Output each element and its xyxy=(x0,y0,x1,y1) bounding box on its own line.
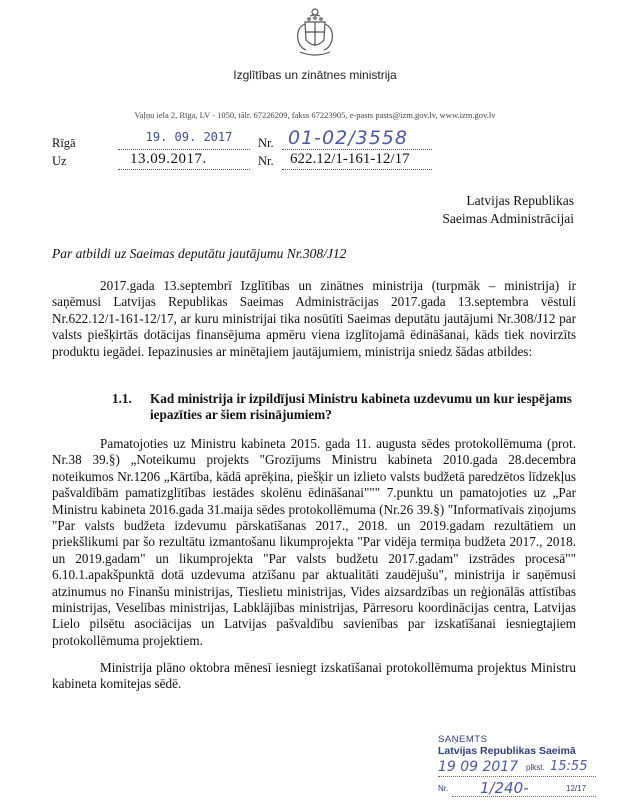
place-label: Rīgā xyxy=(52,136,76,150)
ref-nr-label: Nr. xyxy=(258,154,274,168)
received-date-dotline xyxy=(438,776,596,777)
recipient-block xyxy=(442,192,574,228)
received-number: 1/240- xyxy=(480,779,529,797)
received-nr-label: Nr. xyxy=(438,784,449,793)
received-stamp-org: Latvijas Republikas Saeimā xyxy=(438,745,576,757)
letter-subject: Par atbildi uz Saeimas deputātu jautājumu Nr.308/J12 xyxy=(52,246,347,261)
body-paragraph-2: Pamatojoties uz Ministru kabineta 2015. gada 11. augusta sēdes protokollēmuma (prot. Nr.38 39.§) „Noteikumu projekts "Grozījums Ministru kabineta 2010.gada 28.decembra noteikumos Nr.1206 „Kārtība, kādā aprēķina, piešķir un izlieto valsts budžetā paredzētos līdzekļus pašvaldībām pamatizglītības iestādes skolēnu ēdināšanai""" 7.punktu un pamatojoties uz „Par Ministru kabineta 2016.gada 31.maija sēdes protokollēmuma (Nr.26 39.§) "Informatīvais ziņojums "Par valsts budžeta izdevumu pārskatīšanas 2017., 2018. un 2019.gadam rezultātiem un priekšlikumi par šo rezultātu izmantošanu likumprojekta "Par vidēja termiņa budžeta 2017., 2018. un 2019.gadam" un likumprojekta "Par valsts budžetu 2017.gadam" izstrādes procesā"" 6.10.1.apakšpunktā dotā uzdevuma atzīšanu par aktualitāti zaudējušu", ministrija ir saņēmusi atzinumus no Finanšu ministrijas, Tieslietu ministrijas, Vides aizsardzības un reģionālās attīstības ministrijas, Veselības ministrijas, Labklājības ministrijas, Pārresoru koordinācijas centra, Latvijas Lielo pilsētu asociācijas un Latvijas pašvaldību savienības par izskatīšanai iesniegtajiem protokollēmuma projektiem. xyxy=(52,436,576,648)
nr-label: Nr. xyxy=(258,136,274,150)
nr-dotline xyxy=(282,149,432,150)
ref-date: 13.09.2017. xyxy=(130,151,207,167)
doc-number: 01-02/3558 xyxy=(288,127,408,149)
date-stamp: 19. 09. 2017 xyxy=(145,130,233,144)
recipient-line-1: Latvijas Republikas xyxy=(466,193,574,208)
ref-number: 622.12/1-161-12/17 xyxy=(290,151,410,167)
ministry-name: Izglītības un zinātnes ministrija xyxy=(233,68,397,82)
received-stamp-title: SAŅEMTS xyxy=(438,734,488,745)
ministry-address: Vaļņu iela 2, Rīga, LV - 1050, tālr. 67226209, fakss 67223905, e-pasts pasts@izm.gov.lv, www.izm.gov.lv xyxy=(134,110,496,120)
received-time-label: plkst. xyxy=(526,763,545,772)
received-date: 19 09 2017 xyxy=(438,759,519,775)
question-number: 1.1. xyxy=(112,391,132,406)
received-nr-dotline xyxy=(452,796,596,797)
ref-date-dotline xyxy=(118,169,250,170)
recipient-line-2: Saeimas Administrācijai xyxy=(442,211,574,226)
ref-nr-dotline xyxy=(282,169,432,170)
received-suffix: 12/17 xyxy=(566,784,587,793)
body-paragraph-1: 2017.gada 13.septembrī Izglītības un zinātnes ministrija (turpmāk – ministrija) ir saņēmusi Latvijas Republikas Saeimas Administrācijas 2017.gada 13.septembra vēstuli Nr.622.12/1-161-12/17, ar kuru ministrijai tika nosūtīti Saeimas deputātu jautājumi Nr.308/J12 par valsts piešķirtās dotācijas finansējuma apmēru viena izglītojamā ēdināšanai, kāds tiek novirzīts produktu iegādei. Iepazinusies ar minētajiem jautājumiem, ministrija sniedz šādas atbildes: xyxy=(52,278,576,359)
received-stamp xyxy=(438,734,598,799)
uz-label: Uz xyxy=(52,154,67,168)
received-time: 15:55 xyxy=(550,759,588,774)
date-dotline xyxy=(118,149,250,150)
coat-of-arms-icon xyxy=(290,6,340,58)
body-paragraph-3: Ministrija plāno oktobra mēnesī iesniegt izskatīšanai protokollēmuma projektus Ministru kabineta komitejas sēdē. xyxy=(52,660,576,692)
question-text: Kad ministrija ir izpildījusi Ministru kabineta uzdevumu un kur iespējams iepazīties ar šiem risinājumiem? xyxy=(150,391,572,423)
